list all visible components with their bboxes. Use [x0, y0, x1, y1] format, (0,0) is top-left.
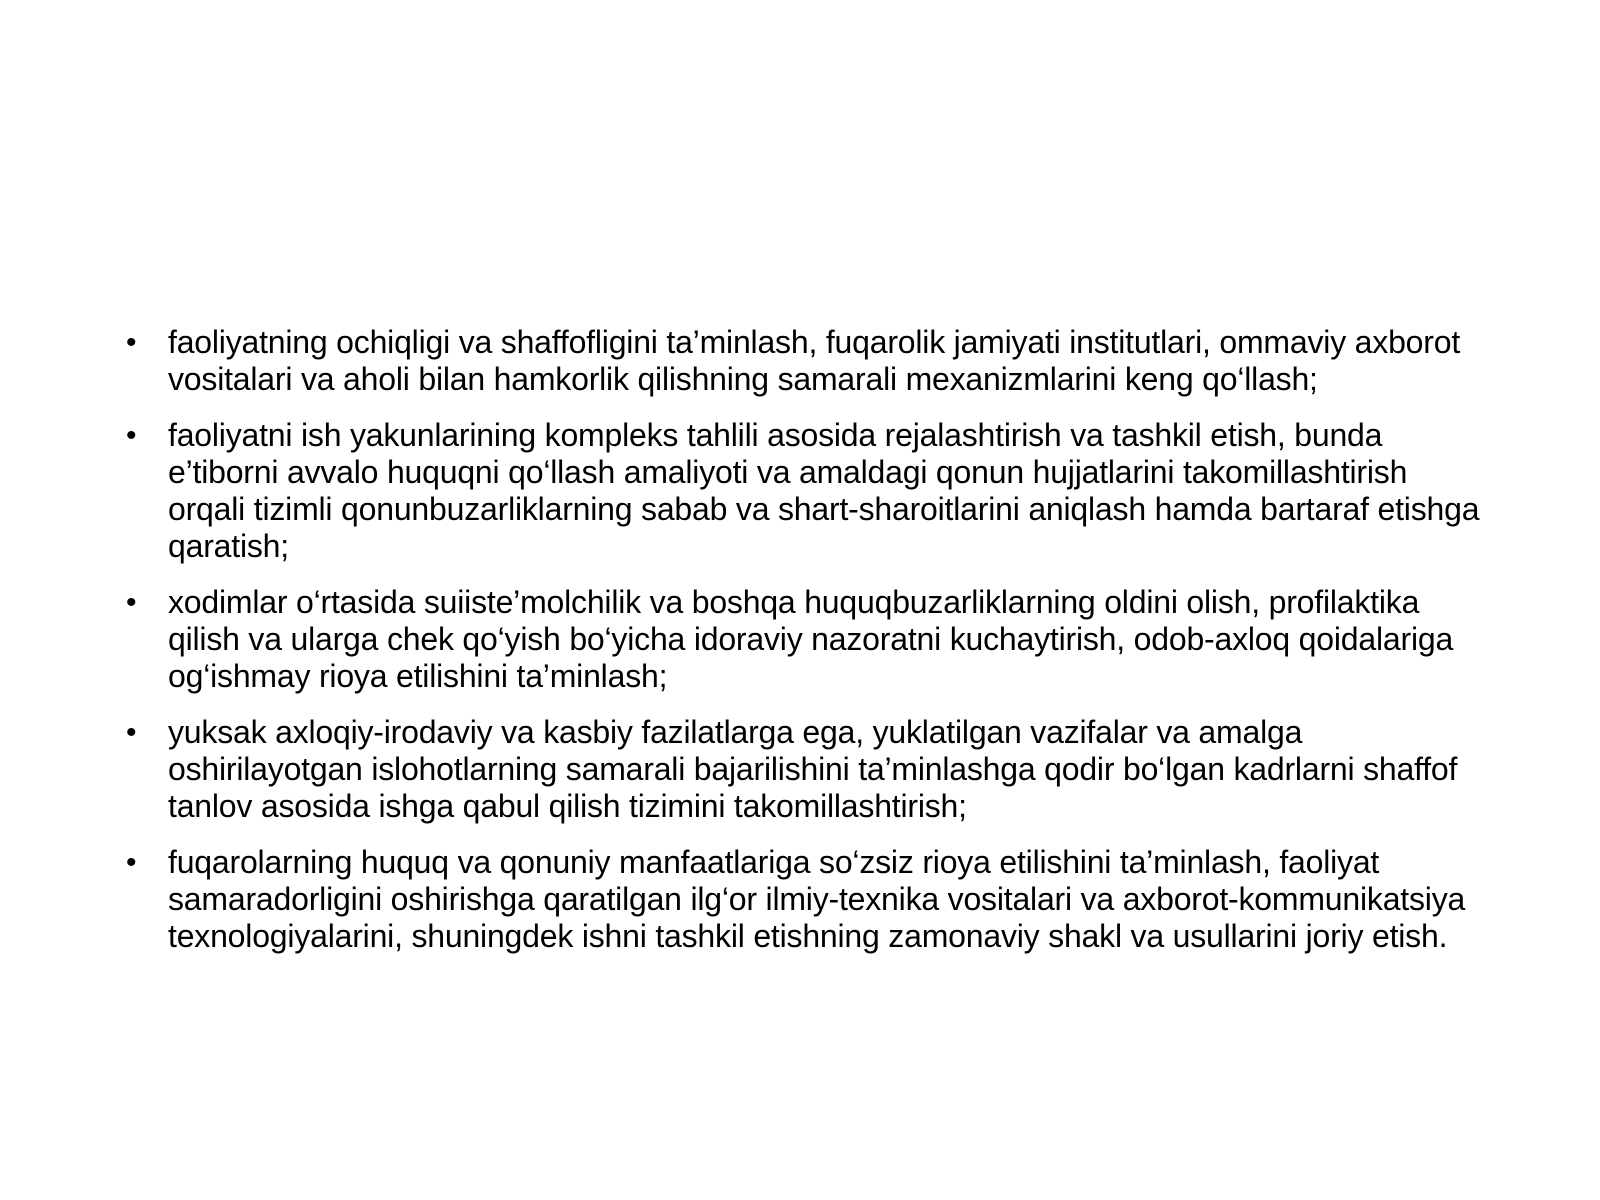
bullet-item — [120, 324, 1490, 398]
bullet-marker: • — [126, 716, 137, 749]
bullet-text: fuqarolarning huquq va qonuniy manfaatlariga so‘zsiz rioya etilishini ta’minlash, faoliyat samaradorligini oshirishga qaratilgan ilg‘or ilmiy-texnika vositalari va axborot-kommunikatsiya texnologiyalarini, shuningdek ishni tashkil etishning zamonaviy shakl va usullarini joriy etish. — [168, 844, 1466, 954]
bullet-marker: • — [126, 586, 137, 619]
bullet-marker: • — [126, 419, 137, 452]
bullet-text: yuksak axloqiy-irodaviy va kasbiy fazilatlarga ega, yuklatilgan vazifalar va amalga oshirilayotgan islohotlarning samarali bajarilishini ta’minlashga qodir bo‘lgan kadrlarni shaffof tanlov asosida ishga qabul qilish tizimini takomillashtirish; — [168, 714, 1458, 824]
bullet-text: faoliyatni ish yakunlarining kompleks tahlili asosida rejalashtirish va tashkil etish, bunda e’tiborni avvalo huquqni qo‘llash amaliyoti va amaldagi qonun hujjatlarini takomillashtirish orqali tizimli qonunbuzarliklarning sabab va shart-sharoitlarini aniqlash hamda bartaraf etishga qaratish; — [168, 417, 1480, 564]
bullet-list — [120, 324, 1490, 974]
bullet-marker: • — [126, 326, 137, 359]
bullet-item — [120, 417, 1490, 565]
bullet-item — [120, 844, 1490, 955]
bullet-item — [120, 584, 1490, 695]
bullet-text: faoliyatning ochiqligi va shaffofligini ta’minlash, fuqarolik jamiyati institutlari, ommaviy axborot vositalari va aholi bilan hamkorlik qilishning samarali mexanizmlarini keng qo‘llash; — [168, 324, 1461, 397]
bullet-text: xodimlar o‘rtasida suiiste’molchilik va boshqa huquqbuzarliklarning oldini olish, profilaktika qilish va ularga chek qo‘yish bo‘yicha idoraviy nazoratni kuchaytirish, odob-axloq qoidalariga og‘ishmay rioya etilishini ta’minlash; — [168, 584, 1454, 694]
bullet-item — [120, 714, 1490, 825]
bullet-marker: • — [126, 846, 137, 879]
